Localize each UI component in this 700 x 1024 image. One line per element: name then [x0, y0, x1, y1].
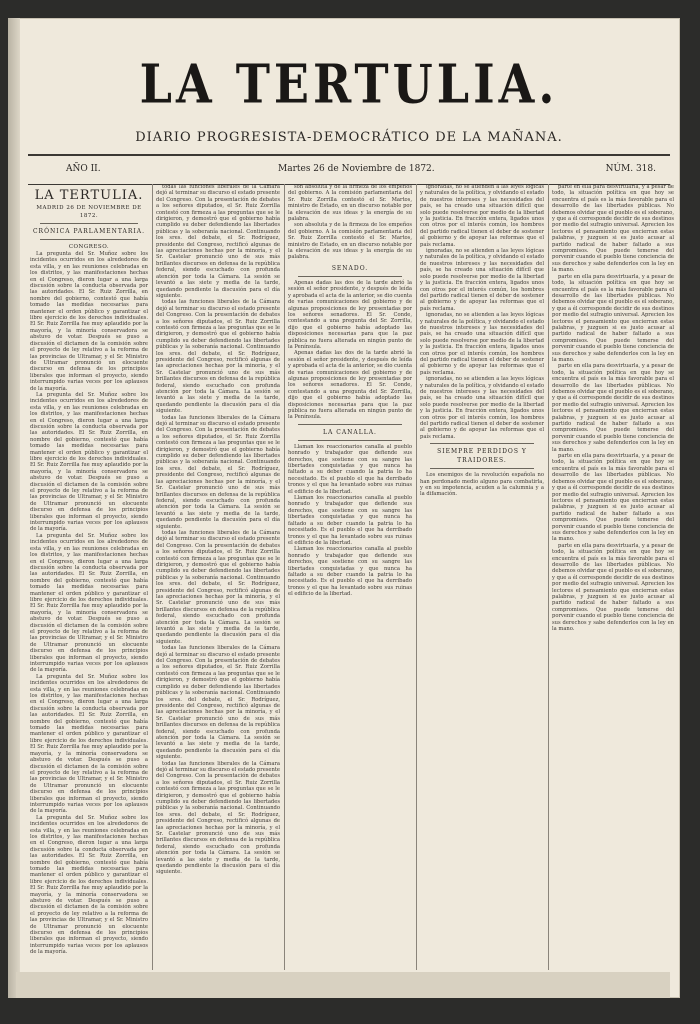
divider [430, 468, 534, 469]
article-text: Llaman los reaccionarios canalla al pueblo honrado y trabajador que defiende sus derechos, que sostiene con su sangre las libertades conquistadas y que nunca ha faltado a su deber cuando la patria lo ha necesitado. Es el pueblo el que ha derribado tronos y el que ha levantado sobre sus ruinas el edificio de la libertad. [288, 443, 412, 495]
article-text: Llaman los reaccionarios canalla al pueblo honrado y trabajador que defiende sus derechos, que sostiene con su sangre las libertades conquistadas y que nunca ha faltado a su deber cuando la patria lo ha necesitado. Es el pueblo el que ha derribado tronos y el que ha levantado sobre sus ruinas el edificio de la libertad. [288, 546, 412, 598]
section-heading-senado: SENADO. [331, 264, 369, 272]
article-text: parte en ella para desvirtuarla, y a pesar de todo, la situación política en que hoy se encuentra el país es la más favorable para el desarrollo de las libertades públicas. No debemos olvidar que el pueblo es el soberano, y que a él corresponde decidir de sus destinos por medio del sufragio universal. Aprecien los lectores el pensamiento que encierran estas palabras, y juzguen si es justo acusar al partido radical de haber faltado a sus compromisos. Que puede temerse del porvenir cuando el pueblo tiene conciencia de sus derechos y sabe defenderlos con la ley en la mano. [552, 273, 674, 363]
subsection-heading: CONGRESO. [68, 244, 110, 250]
article-text: Apenas dadas las dos de la tarde abrió la sesión el señor presidente, y después de leída y aprobada el acta de la anterior, se dio cuenta de varias comunicaciones del gobierno y de algunas proposiciones de ley presentadas por los señores senadores. El Sr. Conde, contestando a una pregunta del Sr. Zorrilla, dijo que el gobierno había adoptado las disposiciones necesarias para que la paz pública no fuera alterada en ningún punto de la Península. [288, 279, 412, 350]
article-text: Apenas dadas las dos de la tarde abrió la sesión el señor presidente, y después de leída y aprobada el acta de la anterior, se dio cuenta de varias comunicaciones del gobierno y de algunas proposiciones de ley presentadas por los señores senadores. El Sr. Conde, contestando a una pregunta del Sr. Zorrilla, dijo que el gobierno había adoptado las disposiciones necesarias para que la paz pública no fuera alterada en ningún punto de la Península. [288, 350, 412, 421]
divider [430, 443, 534, 444]
article-text: La pregunta del Sr. Muñoz sobre los incidentes ocurridos en los alrededores de esta villa, y en las reuniones celebradas en los distritos, y las manifestaciones hechas en el Congreso, dieron lugar a una larga discusión sobre la conducta observada por las autoridades. El Sr. Ruiz Zorrilla, en nombre del gobierno, contestó que había tomado las medidas necesarias para mantener el orden público y garantizar el libre ejercicio de los derechos individuales. El Sr. Ruiz Zorrilla fue muy aplaudido por la mayoría, y la minoría conservadora se abstuvo de votar. Después se puso a discusión el dictamen de la comisión sobre el proyecto de ley relativo a la reforma de las provincias de Ultramar, y el Sr. Ministro de Ultramar pronunció un elocuente discurso en defensa de los principios liberales que informan el proyecto, siendo interrumpido varias veces por los aplausos de la mayoría. [30, 532, 148, 674]
article-text: ignoradas, no se atienden a las leyes lógicas y naturales de la política, y olvidando el estado de nuestros intereses y las necesidades del país, se ha creado una situación difícil que solo puede resolverse por medio de la libertad y la justicia. En fracción entera, ligados unos con otros por el interés común, los hombres del partido radical tienen el deber de sostener al gobierno y de apoyar las reformas que el país reclama. [420, 312, 544, 376]
divider [298, 276, 402, 277]
article-text: todas las funciones liberales de la Cámara dejó al terminar su discurso el estado presente del Congreso. Con la presentación de debates a los señores diputados, el Sr. Ruiz Zorrilla contestó con firmeza a las preguntas que se le dirigieron, y demostró que el gobierno había cumplido su deber defendiendo las libertades públicas y la soberanía nacional. Continuando los sres. del debate, el Sr. Rodríguez, presidente del Congreso, rectificó algunas de las apreciaciones hechas por la minoría, y el Sr. Castelar pronunció uno de sus más brillantes discursos en defensa de la república federal, siendo escuchado con profunda atención por toda la Cámara. La sesión se levantó a las siete y media de la tarde, quedando pendiente la discusión para el día siguiente. [156, 529, 280, 645]
issue-date: Martes 26 de Noviembre de 1872. [278, 164, 435, 174]
issue-year: AÑO II. [66, 164, 101, 174]
page-bottom-edge [16, 972, 670, 998]
article-text: parte en ella para desvirtuarla, y a pesar de todo, la situación política en que hoy se encuentra el país es la más favorable para el desarrollo de las libertades públicas. No debemos olvidar que el pueblo es el soberano, y que a él corresponde decidir de sus destinos por medio del sufragio universal. Aprecien los lectores el pensamiento que encierran estas palabras, y juzguen si es justo acusar al partido radical de haber faltado a sus compromisos. Que puede temerse del porvenir cuando el pueblo tiene conciencia de sus derechos y sabe defenderlos con la ley en la mano. [552, 184, 674, 274]
column-dateline: MADRID 26 DE NOVIEMBRE DE 1872. [36, 205, 142, 219]
dateline-bar [28, 154, 670, 185]
newspaper-title: LA TERTULIA. [139, 52, 559, 116]
article-text: ignoradas, no se atienden a las leyes lógicas y naturales de la política, y olvidando el estado de nuestros intereses y las necesidades del país, se ha creado una situación difícil que solo puede resolverse por medio de la libertad y la justicia. En fracción entera, ligados unos con otros por el interés común, los hombres del partido radical tienen el deber de sostener al gobierno y de apoyar las reformas que el país reclama. [420, 376, 544, 440]
column-rule [416, 184, 417, 970]
article-text: La pregunta del Sr. Muñoz sobre los incidentes ocurridos en los alrededores de esta villa, y en las reuniones celebradas en los distritos, y las manifestaciones hechas en el Congreso, dieron lugar a una larga discusión sobre la conducta observada por las autoridades. El Sr. Ruiz Zorrilla, en nombre del gobierno, contestó que había tomado las medidas necesarias para mantener el orden público y garantizar el libre ejercicio de los derechos individuales. El Sr. Ruiz Zorrilla fue muy aplaudido por la mayoría, y la minoría conservadora se abstuvo de votar. Después se puso a discusión el dictamen de la comisión sobre el proyecto de ley relativo a la reforma de las provincias de Ultramar, y el Sr. Ministro de Ultramar pronunció un elocuente discurso en defensa de los principios liberales que informan el proyecto, siendo interrumpido varias veces por los aplausos de la mayoría. [30, 251, 148, 392]
column-rule [284, 184, 285, 970]
article-text: todas las funciones liberales de la Cámara dejó al terminar su discurso el estado presente del Congreso. Con la presentación de debates a los señores diputados, el Sr. Ruiz Zorrilla contestó con firmeza a las preguntas que se le dirigieron, y demostró que el gobierno había cumplido su deber defendiendo las libertades públicas y la soberanía nacional. Continuando los sres. del debate, el Sr. Rodríguez, presidente del Congreso, rectificó algunas de las apreciaciones hechas por la minoría, y el Sr. Castelar pronunció uno de sus más brillantes discursos en defensa de la república federal, siendo escuchado con profunda atención por toda la Cámara. La sesión se levantó a las siete y media de la tarde, quedando pendiente la discusión para el día siguiente. [156, 299, 280, 415]
divider [40, 239, 138, 240]
article-text: Los enemigos de la revolución española no han perdonado medio alguno para combatirla, y en su impotencia, acuden a la calumnia y a la difamación. [420, 472, 544, 498]
newspaper-subtitle: DIARIO PROGRESISTA-DEMOCRÁTICO DE LA MAÑANA. [135, 130, 563, 145]
divider [298, 424, 402, 425]
article-text: ignoradas, no se atienden a las leyes lógicas y naturales de la política, y olvidando el estado de nuestros intereses y las necesidades del país, se ha creado una situación difícil que solo puede resolverse por medio de la libertad y la justicia. En fracción entera, ligados unos con otros por el interés común, los hombres del partido radical tienen el deber de sostener al gobierno y de apoyar las reformas que el país reclama. [420, 184, 544, 248]
article-text: parte en ella para desvirtuarla, y a pesar de todo, la situación política en que hoy se encuentra el país es la más favorable para el desarrollo de las libertades públicas. No debemos olvidar que el pueblo es el soberano, y que a él corresponde decidir de sus destinos por medio del sufragio universal. Aprecien los lectores el pensamiento que encierran estas palabras, y juzguen si es justo acusar al partido radical de haber faltado a sus compromisos. Que puede temerse del porvenir cuando el pueblo tiene conciencia de sus derechos y sabe defenderlos con la ley en la mano. [552, 453, 674, 543]
article-text: ignoradas, no se atienden a las leyes lógicas y naturales de la política, y olvidando el estado de nuestros intereses y las necesidades del país, se ha creado una situación difícil que solo puede resolverse por medio de la libertad y la justicia. En fracción entera, ligados unos con otros por el interés común, los hombres del partido radical tienen el deber de sostener al gobierno y de apoyar las reformas que el país reclama. [420, 248, 544, 312]
section-heading-canalla: LA CANALLA. [323, 428, 377, 436]
masthead [28, 54, 670, 114]
article-text: son absoluta y de la firmeza de los empeños del gobierno. A la comisión parlamentaria del Sr. Ruiz Zorrilla contestó el Sr. Martos, ministro de Estado, en un discurso notable por la elevación de sus ideas y la energía de su palabra. [288, 184, 412, 223]
column-4 [420, 184, 544, 970]
article-text: todas las funciones liberales de la Cámara dejó al terminar su discurso el estado presente del Congreso. Con la presentación de debates a los señores diputados, el Sr. Ruiz Zorrilla contestó con firmeza a las preguntas que se le dirigieron, y demostró que el gobierno había cumplido su deber defendiendo las libertades públicas y la soberanía nacional. Continuando los sres. del debate, el Sr. Rodríguez, presidente del Congreso, rectificó algunas de las apreciaciones hechas por la minoría, y el Sr. Castelar pronunció uno de sus más brillantes discursos en defensa de la república federal, siendo escuchado con profunda atención por toda la Cámara. La sesión se levantó a las siete y media de la tarde, quedando pendiente la discusión para el día siguiente. [156, 645, 280, 761]
article-text: todas las funciones liberales de la Cámara dejó al terminar su discurso el estado presente del Congreso. Con la presentación de debates a los señores diputados, el Sr. Ruiz Zorrilla contestó con firmeza a las preguntas que se le dirigieron, y demostró que el gobierno había cumplido su deber defendiendo las libertades públicas y la soberanía nacional. Continuando los sres. del debate, el Sr. Rodríguez, presidente del Congreso, rectificó algunas de las apreciaciones hechas por la minoría, y el Sr. Castelar pronunció uno de sus más brillantes discursos en defensa de la república federal, siendo escuchado con profunda atención por toda la Cámara. La sesión se levantó a las siete y media de la tarde, quedando pendiente la discusión para el día siguiente. [156, 184, 280, 299]
column-2 [156, 184, 280, 970]
page-binding [8, 18, 20, 998]
article-text: todas las funciones liberales de la Cámara dejó al terminar su discurso el estado presente del Congreso. Con la presentación de debates a los señores diputados, el Sr. Ruiz Zorrilla contestó con firmeza a las preguntas que se le dirigieron, y demostró que el gobierno había cumplido su deber defendiendo las libertades públicas y la soberanía nacional. Continuando los sres. del debate, el Sr. Rodríguez, presidente del Congreso, rectificó algunas de las apreciaciones hechas por la minoría, y el Sr. Castelar pronunció uno de sus más brillantes discursos en defensa de la república federal, siendo escuchado con profunda atención por toda la Cámara. La sesión se levantó a las siete y media de la tarde, quedando pendiente la discusión para el día siguiente. [156, 414, 280, 530]
section-heading: CRÓNICA PARLAMENTARIA. [32, 228, 146, 235]
article-text: parte en ella para desvirtuarla, y a pesar de todo, la situación política en que hoy se encuentra el país es la más favorable para el desarrollo de las libertades públicas. No debemos olvidar que el pueblo es el soberano, y que a él corresponde decidir de sus destinos por medio del sufragio universal. Aprecien los lectores el pensamiento que encierran estas palabras, y juzguen si es justo acusar al partido radical de haber faltado a sus compromisos. Que puede temerse del porvenir cuando el pueblo tiene conciencia de sus derechos y sabe defenderlos con la ley en la mano. [552, 542, 674, 633]
article-text: La pregunta del Sr. Muñoz sobre los incidentes ocurridos en los alrededores de esta villa, y en las reuniones celebradas en los distritos, y las manifestaciones hechas en el Congreso, dieron lugar a una larga discusión sobre la conducta observada por las autoridades. El Sr. Ruiz Zorrilla, en nombre del gobierno, contestó que había tomado las medidas necesarias para mantener el orden público y garantizar el libre ejercicio de los derechos individuales. El Sr. Ruiz Zorrilla fue muy aplaudido por la mayoría, y la minoría conservadora se abstuvo de votar. Después se puso a discusión el dictamen de la comisión sobre el proyecto de ley relativo a la reforma de las provincias de Ultramar, y el Sr. Ministro de Ultramar pronunció un elocuente discurso en defensa de los principios liberales que informan el proyecto, siendo interrumpido varias veces por los aplausos de la mayoría. [30, 391, 148, 533]
article-text: La pregunta del Sr. Muñoz sobre los incidentes ocurridos en los alrededores de esta villa, y en las reuniones celebradas en los distritos, y las manifestaciones hechas en el Congreso, dieron lugar a una larga discusión sobre la conducta observada por las autoridades. El Sr. Ruiz Zorrilla, en nombre del gobierno, contestó que había tomado las medidas necesarias para mantener el orden público y garantizar el libre ejercicio de los derechos individuales. El Sr. Ruiz Zorrilla fue muy aplaudido por la mayoría, y la minoría conservadora se abstuvo de votar. Después se puso a discusión el dictamen de la comisión sobre el proyecto de ley relativo a la reforma de las provincias de Ultramar, y el Sr. Ministro de Ultramar pronunció un elocuente discurso en defensa de los principios liberales que informan el proyecto, siendo interrumpido varias veces por los aplausos de la mayoría. [30, 814, 148, 956]
column-1 [30, 184, 148, 970]
column-title: LA TERTULIA. [34, 188, 144, 203]
section-heading-traidores: SIEMPRE PERDIDOS Y TRAIDORES. [437, 448, 527, 465]
newspaper-page [8, 18, 680, 998]
article-text: Llaman los reaccionarios canalla al pueblo honrado y trabajador que defiende sus derechos, que sostiene con su sangre las libertades conquistadas y que nunca ha faltado a su deber cuando la patria lo ha necesitado. Es el pueblo el que ha derribado tronos y el que ha levantado sobre sus ruinas el edificio de la libertad. [288, 495, 412, 546]
article-text: todas las funciones liberales de la Cámara dejó al terminar su discurso el estado presente del Congreso. Con la presentación de debates a los señores diputados, el Sr. Ruiz Zorrilla contestó con firmeza a las preguntas que se le dirigieron, y demostró que el gobierno había cumplido su deber defendiendo las libertades públicas y la soberanía nacional. Continuando los sres. del debate, el Sr. Rodríguez, presidente del Congreso, rectificó algunas de las apreciaciones hechas por la minoría, y el Sr. Castelar pronunció uno de sus más brillantes discursos en defensa de la república federal, siendo escuchado con profunda atención por toda la Cámara. La sesión se levantó a las siete y media de la tarde, quedando pendiente la discusión para el día siguiente. [156, 760, 280, 876]
divider [40, 223, 138, 224]
article-text: La pregunta del Sr. Muñoz sobre los incidentes ocurridos en los alrededores de esta villa, y en las reuniones celebradas en los distritos, y las manifestaciones hechas en el Congreso, dieron lugar a una larga discusión sobre la conducta observada por las autoridades. El Sr. Ruiz Zorrilla, en nombre del gobierno, contestó que había tomado las medidas necesarias para mantener el orden público y garantizar el libre ejercicio de los derechos individuales. El Sr. Ruiz Zorrilla fue muy aplaudido por la mayoría, y la minoría conservadora se abstuvo de votar. Después se puso a discusión el dictamen de la comisión sobre el proyecto de ley relativo a la reforma de las provincias de Ultramar, y el Sr. Ministro de Ultramar pronunció un elocuente discurso en defensa de los principios liberales que informan el proyecto, siendo interrumpido varias veces por los aplausos de la mayoría. [30, 673, 148, 815]
column-3 [288, 184, 412, 970]
column-5 [552, 184, 674, 970]
article-text: parte en ella para desvirtuarla, y a pesar de todo, la situación política en que hoy se encuentra el país es la más favorable para el desarrollo de las libertades públicas. No debemos olvidar que el pueblo es el soberano, y que a él corresponde decidir de sus destinos por medio del sufragio universal. Aprecien los lectores el pensamiento que encierran estas palabras, y juzguen si es justo acusar al partido radical de haber faltado a sus compromisos. Que puede temerse del porvenir cuando el pueblo tiene conciencia de sus derechos y sabe defenderlos con la ley en la mano. [552, 363, 674, 453]
column-rule [548, 184, 549, 970]
issue-number: NÚM. 318. [605, 164, 656, 174]
column-rule [152, 184, 153, 970]
article-text: son absoluta y de la firmeza de los empeños del gobierno. A la comisión parlamentaria del Sr. Ruiz Zorrilla contestó el Sr. Martos, ministro de Estado, en un discurso notable por la elevación de sus ideas y la energía de su palabra. [288, 222, 412, 261]
divider [298, 440, 402, 441]
